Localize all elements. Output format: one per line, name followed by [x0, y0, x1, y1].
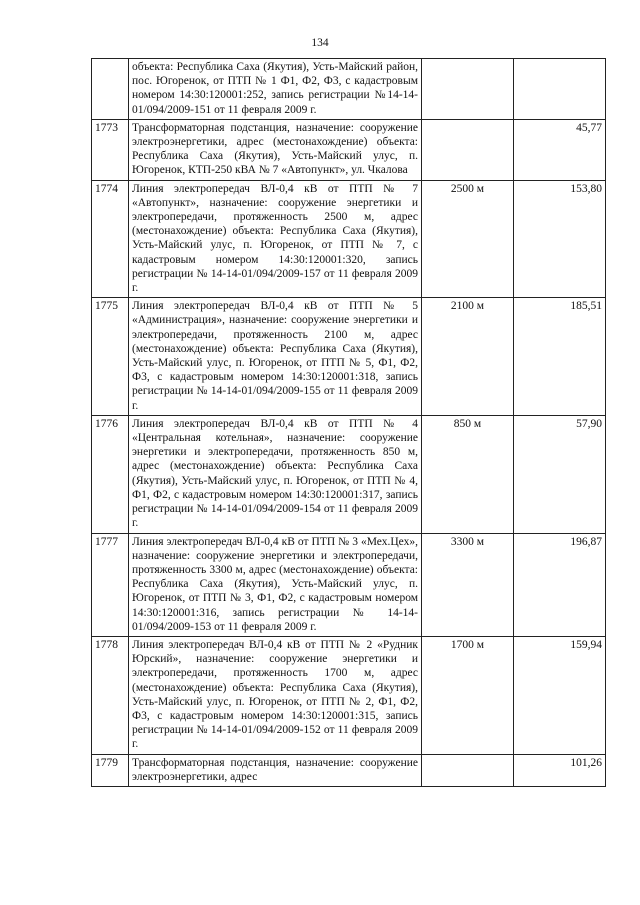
page-number: 134 [311, 37, 329, 49]
object-value: 185,51 [514, 298, 606, 416]
object-description: объекта: Республика Саха (Якутия), Усть-Майский район, пос. Югоренок, от ПТП № 1 Ф1, Ф2, Ф3, с кадастровым номером 14:30:120001:252, запись регистрации №14-14-01/094/2009-151 от 11 февраля 2009 г. [129, 59, 422, 120]
object-description: Линия электропередач ВЛ-0,4 кВ от ПТП № 5 «Администрация», назначение: сооружение энергетики и электропередачи, протяженность 2100 м, адрес (местонахождение) объекта: Республика Саха (Якутия), Усть-Майский улус, п. Югоренок, от ПТП № 5, Ф1, Ф2, Ф3, с кадастровым номером 14:30:120001:318, запись регистрации № 14-14-01/094/2009-155 от 11 февраля 2009 г. [129, 298, 422, 416]
object-length: 1700 м [422, 636, 514, 754]
row-number: 1774 [92, 180, 129, 298]
object-value: 45,77 [514, 119, 606, 180]
table-row [92, 119, 606, 180]
object-description: Линия электропередач ВЛ-0,4 кВ от ПТП № 2 «Рудник Юрский», назначение: сооружение энергетики и электропередачи, протяженность 1700 м, адрес (местонахождение) объекта: Республика Саха (Якутия), Усть-Майский улус, п. Югоренок, от ПТП № 2, Ф1, Ф2, Ф3, с кадастровым номером 14:30:120001:315, запись регистрации № 14-14-01/094/2009-152 от 11 февраля 2009 г. [129, 636, 422, 754]
property-registry-table [91, 58, 606, 787]
object-length: 2500 м [422, 180, 514, 298]
object-length [422, 754, 514, 786]
object-value: 57,90 [514, 415, 606, 533]
object-value: 159,94 [514, 636, 606, 754]
table-row [92, 754, 606, 786]
row-number: 1779 [92, 754, 129, 786]
object-length: 2100 м [422, 298, 514, 416]
object-value [514, 59, 606, 120]
object-value: 153,80 [514, 180, 606, 298]
object-length: 850 м [422, 415, 514, 533]
row-number [92, 59, 129, 120]
row-number: 1775 [92, 298, 129, 416]
row-number: 1776 [92, 415, 129, 533]
object-description: Трансформаторная подстанция, назначение: сооружение электроэнергетики, адрес (местонахождение) объекта: Республика Саха (Якутия), Усть-Майский улус, п. Югоренок, КТП-250 кВА № 7 «Автопункт», ул. Чкалова [129, 119, 422, 180]
table-row [92, 180, 606, 298]
object-length [422, 119, 514, 180]
object-length [422, 59, 514, 120]
table-row [92, 533, 606, 636]
object-value: 101,26 [514, 754, 606, 786]
row-number: 1777 [92, 533, 129, 636]
row-number: 1773 [92, 119, 129, 180]
object-description: Линия электропередач ВЛ-0,4 кВ от ПТП № 4 «Центральная котельная», назначение: сооружение энергетики и электропередачи, протяженность 850 м, адрес (местонахождение) объекта: Республика Саха (Якутия), Усть-Майский улус, п. Югоренок, от ПТП № 4, Ф1, Ф2, с кадастровым номером 14:30:120001:317, запись регистрации № 14-14-01/094/2009-154 от 11 февраля 2009 г. [129, 415, 422, 533]
row-number: 1778 [92, 636, 129, 754]
table-row [92, 298, 606, 416]
object-description: Трансформаторная подстанция, назначение: сооружение электроэнергетики, адрес [129, 754, 422, 786]
object-value: 196,87 [514, 533, 606, 636]
table-row [92, 415, 606, 533]
object-description: Линия электропередач ВЛ-0,4 кВ от ПТП № 3 «Мех.Цех», назначение: сооружение энергетики и электропередачи, протяженность 3300 м, адрес (местонахождение) объекта: Республика Саха (Якутия), Усть-Майский улус, п. Югоренок, от ПТП № 3, Ф1, Ф2, с кадастровым номером 14:30:120001:316, запись регистрации № 14-14-01/094/2009-153 от 11 февраля 2009 г. [129, 533, 422, 636]
object-description: Линия электропередач ВЛ-0,4 кВ от ПТП № 7 «Автопункт», назначение: сооружение энергетики и электропередачи, протяженность 2500 м, адрес (местонахождение) объекта: Республика Саха (Якутия), Усть-Майский улус, п. Югоренок, от ПТП № 7, с кадастровым номером 14:30:120001:320, запись регистрации № 14-14-01/094/2009-157 от 11 февраля 2009 г. [129, 180, 422, 298]
table-row [92, 59, 606, 120]
table-row [92, 636, 606, 754]
object-length: 3300 м [422, 533, 514, 636]
